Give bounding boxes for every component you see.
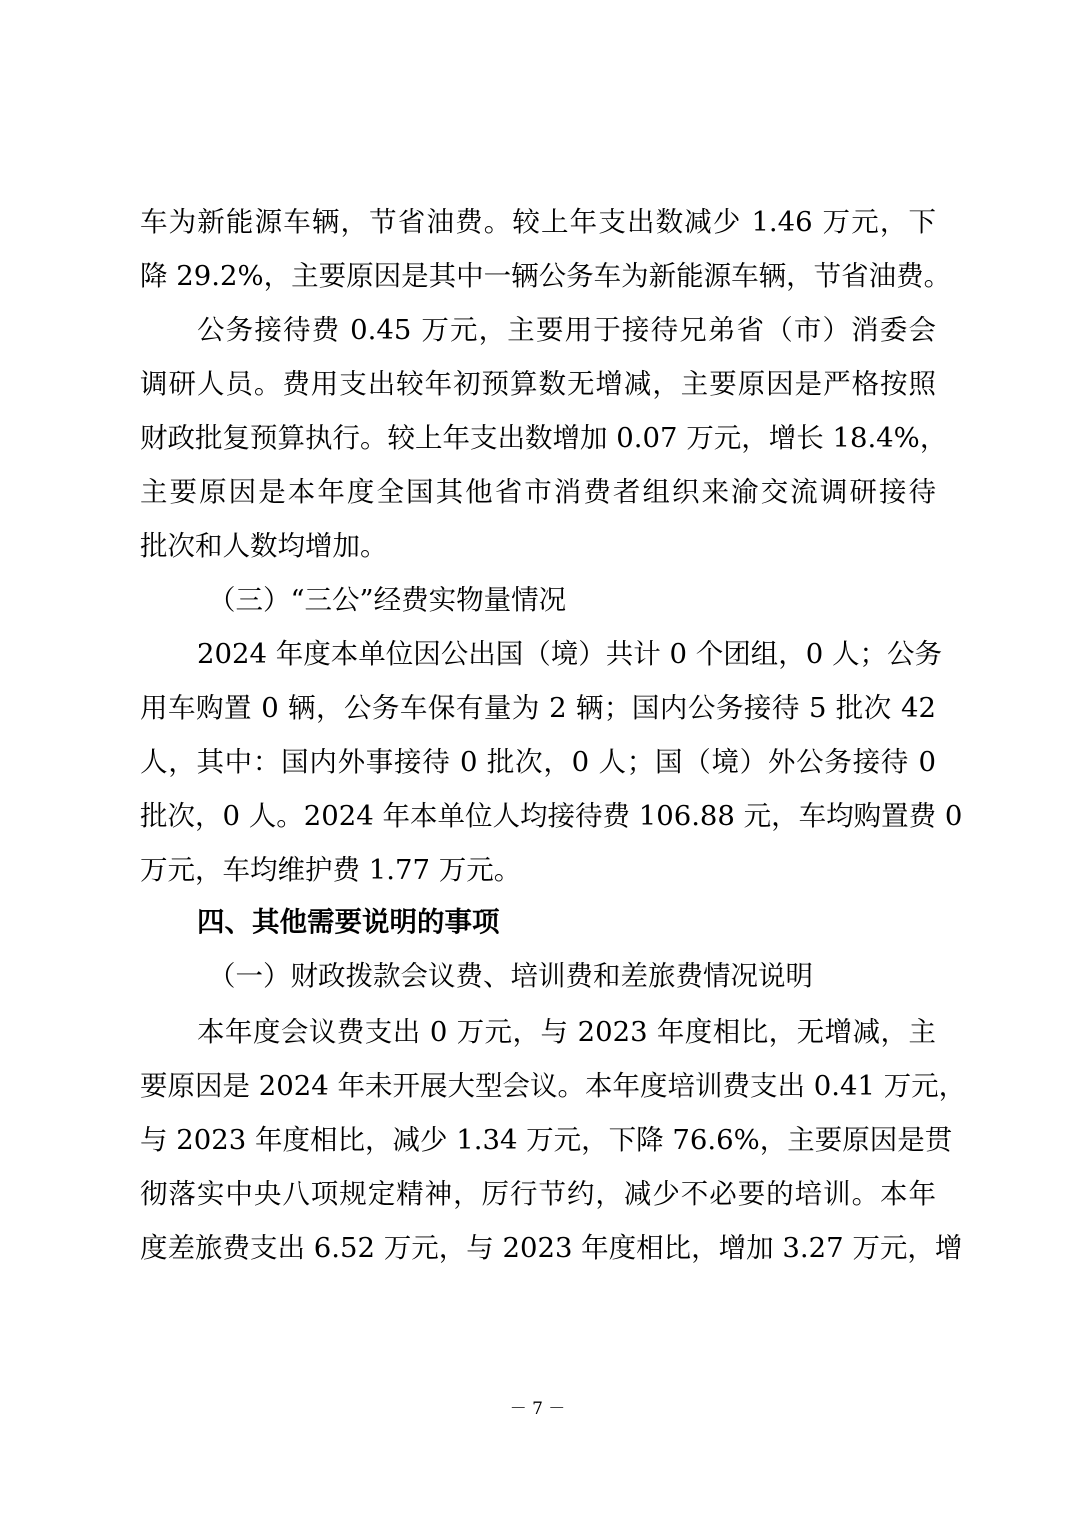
text-line: 彻落实中央八项规定精神，厉行节约，减少不必要的培训。本年 bbox=[140, 1178, 936, 1210]
text-line: 本年度会议费支出 0 万元，与 2023 年度相比，无增减，主 bbox=[197, 1016, 936, 1048]
section-subheading: （一）财政拨款会议费、培训费和差旅费情况说明 bbox=[208, 960, 813, 992]
text-line: 批次和人数均增加。 bbox=[140, 530, 388, 562]
text-line: 批次，0 人。2024 年本单位人均接待费 106.88 元，车均购置费 0 bbox=[140, 800, 963, 832]
text-line: 调研人员。费用支出较年初预算数无增减，主要原因是严格按照 bbox=[140, 368, 936, 400]
text-line: 主要原因是本年度全国其他省市消费者组织来渝交流调研接待 bbox=[140, 476, 936, 508]
text-line: 要原因是 2024 年未开展大型会议。本年度培训费支出 0.41 万元， bbox=[140, 1070, 967, 1102]
section-subheading: （三）“三公”经费实物量情况 bbox=[208, 584, 567, 616]
text-line: 公务接待费 0.45 万元，主要用于接待兄弟省（市）消委会 bbox=[197, 314, 936, 346]
text-line: 用车购置 0 辆，公务车保有量为 2 辆；国内公务接待 5 批次 42 bbox=[140, 692, 936, 724]
section-heading: 四、其他需要说明的事项 bbox=[197, 906, 500, 938]
page-number: － 7 － bbox=[509, 1399, 566, 1419]
text-line: 人，其中：国内外事接待 0 批次，0 人；国（境）外公务接待 0 bbox=[140, 746, 936, 778]
text-line: 车为新能源车辆，节省油费。较上年支出数减少 1.46 万元，下 bbox=[140, 206, 936, 238]
text-line: 与 2023 年度相比，减少 1.34 万元，下降 76.6%，主要原因是贯 bbox=[140, 1124, 953, 1156]
text-line: 财政批复预算执行。较上年支出数增加 0.07 万元，增长 18.4%， bbox=[140, 422, 948, 454]
text-line: 度差旅费支出 6.52 万元，与 2023 年度相比，增加 3.27 万元，增 bbox=[140, 1232, 963, 1264]
text-line: 2024 年度本单位因公出国（境）共计 0 个团组，0 人；公务 bbox=[197, 638, 942, 670]
text-line: 万元，车均维护费 1.77 万元。 bbox=[140, 854, 522, 886]
text-line: 降 29.2%，主要原因是其中一辆公务车为新能源车辆，节省油费。 bbox=[140, 260, 952, 292]
